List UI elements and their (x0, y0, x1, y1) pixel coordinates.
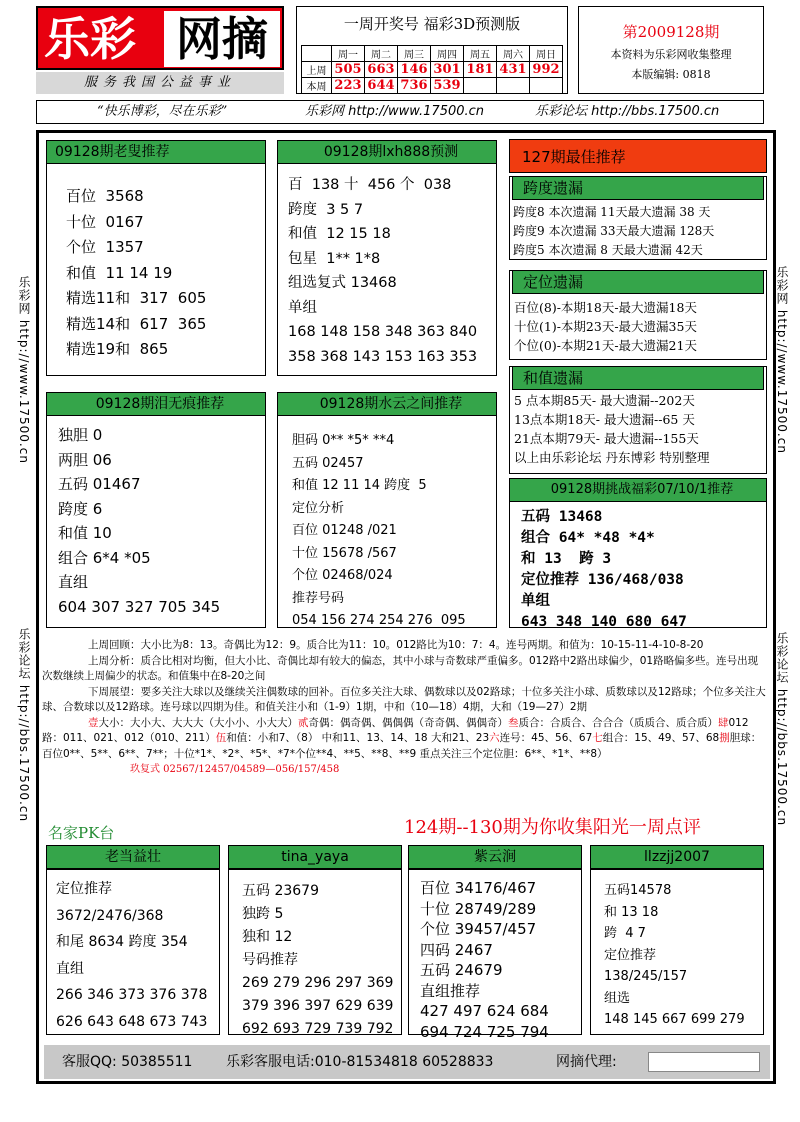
this-week-label: 本周 (302, 78, 332, 94)
side-forum-link-right[interactable]: 乐彩论坛 http://bbs.17500.cn (775, 632, 789, 827)
leiwuhen-content: 独胆 0 两胆 06 五码 01467 跨度 6 和值 10 组合 6*4 *05 直组 604 307 327 705 345 (58, 426, 221, 616)
pk-content-1: 定位推荐 3672/2476/368 和尾 8634 跨度 354 直组 266 346 373 376 378 626 643 648 673 743 (56, 881, 208, 1030)
pk-weekly-comment: 124期--130期为你收集阳光一周点评 (404, 817, 701, 838)
fushi-text: 玖复式 02567/12457/04589—056/157/458 (130, 764, 340, 775)
pk-content-2: 五码 23679 独跨 5 独和 12 号码推荐 269 279 296 297 369 379 396 397 629 639 692 693 729 739 792 (242, 883, 394, 1037)
outlook-text: 下周展望：要多关注大球以及继续关注偶数球的回补。百位多关注大球、偶数球以及02路球；十位多关注小球、质数球以及12路球；个位多关注大球、合数球以及12路球。连号球以四期为佳。和值关注小和（1-9）1期，中和（10—18）4期，大和（19—27）2期 (42, 685, 766, 713)
side-site-link-left[interactable]: 乐彩网 http://www.17500.cn (17, 276, 31, 464)
table-row (302, 78, 563, 94)
logo-left-text: 乐彩 (44, 12, 136, 66)
draw-number (497, 78, 530, 94)
item-mark: 肆 (718, 716, 729, 729)
draw-number (530, 78, 563, 94)
draw-number: 146 (398, 62, 431, 78)
pk-content-4: 五码14578 和 13 18 跨 4 7 定位推荐 138/245/157 组选 148 145 667 699 279 (604, 883, 745, 1027)
weekly-draw-table (301, 45, 563, 94)
span-miss-content: 跨度8 本次遗漏 11天最大遗漏 38 天 跨度9 本次遗漏 33天最大遗漏 128天 跨度5 本次遗漏 8 天最大遗漏 42天 (513, 205, 715, 257)
tagline-slogan: “快乐博彩，尽在乐彩” (97, 104, 228, 119)
slogan: 服务我国公益事业 (36, 72, 284, 94)
day-header: 周五 (464, 46, 497, 62)
draw-number: 539 (431, 78, 464, 94)
agent-box (648, 1052, 760, 1072)
footer-bar (44, 1045, 770, 1079)
laosou-title: 09128期老叟推荐 (46, 140, 266, 164)
span-miss-title: 跨度遗漏 (512, 176, 764, 200)
weekly-draw-box (296, 6, 568, 94)
item-mark: 六 (489, 732, 500, 744)
shuiyun-content: 胆码 0** *5* **4 五码 02457 和值 12 11 14 跨度 5 定位分析 百位 01248 /021 十位 15678 /567 个位 02468/024 推荐号码 054 156 274 254 276 095 (292, 433, 466, 628)
day-header: 周六 (497, 46, 530, 62)
draw-number: 644 (365, 78, 398, 94)
service-phone: 乐彩客服电话:010-81534818 60528833 (226, 1054, 494, 1070)
side-forum-link-left[interactable]: 乐彩论坛 http://bbs.17500.cn (17, 628, 31, 823)
pk-name-4: llzzjj2007 (590, 845, 764, 869)
item-mark: 捌 (719, 732, 730, 744)
sum-miss-content: 5 点本期85天- 最大遗漏--202天 13点本期18天- 最大遗漏--65 天 21点本期79天- 最大遗漏--155天 以上由乐彩论坛 丹东博彩 特别整理 (514, 393, 710, 465)
item-mark: 贰 (298, 716, 309, 729)
site-link[interactable]: 乐彩网 http://www.17500.cn (305, 104, 485, 119)
leiwuhen-title: 09128期泪无痕推荐 (46, 392, 266, 416)
pk-name-3: 紫云涧 (408, 845, 582, 869)
pk-name-2: tina_yaya (228, 845, 402, 869)
logo (36, 6, 284, 70)
day-header: 周一 (332, 46, 365, 62)
pk-name-1: 老当益壮 (46, 845, 220, 869)
table-row (302, 62, 563, 78)
day-header: 周二 (365, 46, 398, 62)
draw-number: 736 (398, 78, 431, 94)
logo-right-text: 网摘 (164, 11, 280, 67)
day-header: 周日 (530, 46, 563, 62)
draw-number: 431 (497, 62, 530, 78)
weekly-draw-title: 一周开奖号 福彩3D预测版 (343, 15, 521, 33)
forum-link[interactable]: 乐彩论坛 http://bbs.17500.cn (535, 104, 720, 119)
last-week-label: 上周 (302, 62, 332, 78)
draw-number: 181 (464, 62, 497, 78)
draw-number: 505 (332, 62, 365, 78)
tiaozhan-content: 五码 13468 组合 64* *48 *4* 和 13 跨 3 定位推荐 136/468/038 单组 643 348 140 680 647 (521, 509, 687, 630)
shuiyun-title: 09128期水云之间推荐 (277, 392, 497, 416)
pk-content-3: 百位 34176/467 十位 28749/289 个位 39457/457 四码 2467 五码 24679 直组推荐 427 497 624 684 694 724 725 794 (420, 879, 549, 1041)
best-recommend-title: 127期最佳推荐 (509, 139, 767, 173)
editor: 本版编辑: 0818 (631, 68, 711, 81)
review-text: 上周回顾：大小比为8：13。奇偶比为12：9。质合比为11：10。012路比为10：7：4。连号两期。和值为：10-15-11-4-10-8-20 (88, 639, 704, 651)
day-header: 周四 (431, 46, 464, 62)
position-miss-content: 百位(8)-本期18天-最大遗漏18天 十位(1)-本期23天-最大遗漏35天 个位(0)-本期21天-最大遗漏21天 (514, 300, 697, 353)
item-mark: 壹 (88, 716, 99, 729)
position-miss-title: 定位遗漏 (512, 270, 764, 294)
draw-number: 223 (332, 78, 365, 94)
table-row (302, 46, 563, 62)
sum-miss-title: 和值遗漏 (512, 366, 764, 390)
item-mark: 叁 (508, 716, 519, 729)
issue-note: 本资料为乐彩网收集整理 (610, 48, 732, 61)
forecast-items: 壹大小：大小大、大大大（大小小、小大大）贰奇偶：偶奇偶、偶偶偶（奇奇偶、偶偶奇）叁质合：合质合、合合合（质质合、质合质）肆012路：011、021、012（010、211）伍和值：小和7、（8） 中和11、13、14、18 大和21、23六连号：45、56、67七组合：15、49、57、68捌胆球：百位0**、5**、6**、7**；十位*1*、*2*、*5*、*7*个位**4、**5、**8、**9 重点关注三个定位胆：6**、*1*、**8） (42, 716, 762, 760)
agent-label: 网摘代理: (556, 1054, 617, 1070)
draw-number: 663 (365, 62, 398, 78)
tiaozhan-title: 09128期挑战福彩07/10/1推荐 (509, 478, 767, 502)
lxh-title: 09128期lxh888预测 (277, 140, 497, 164)
pk-section-title: 名家PK台 (48, 824, 115, 842)
lxh-content: 百 138 十 456 个 038 跨度 3 5 7 和值 12 15 18 包星 1** 1*8 组选复式 13468 单组 168 148 158 348 363 840 358 368 143 153 163 353 (288, 177, 478, 365)
analysis-text: 上周分析：质合比相对均衡，但大小比、奇偶比却有较大的偏态，其中小球与奇数球严重偏多。012路中2路出球偏少，01路略偏多些。连号出现次数继续上周偏少的状态。和值集中在8-20之间 (42, 654, 759, 682)
draw-number (464, 78, 497, 94)
item-mark: 伍 (215, 732, 227, 744)
day-header: 周三 (398, 46, 431, 62)
item-mark: 七 (592, 732, 603, 744)
draw-number: 301 (431, 62, 464, 78)
tagline-bar (36, 100, 764, 124)
issue-number: 第2009128期 (622, 23, 720, 41)
draw-number: 992 (530, 62, 563, 78)
issue-box (578, 6, 764, 94)
side-site-link-right[interactable]: 乐彩网 http://www.17500.cn (775, 266, 789, 454)
service-qq: 客服QQ: 50385511 (62, 1054, 193, 1070)
laosou-content: 百位 3568 十位 0167 个位 1357 和值 11 14 19 精选11和 317 605 精选14和 617 365 精选19和 865 (66, 187, 207, 358)
analysis-section (42, 638, 766, 778)
